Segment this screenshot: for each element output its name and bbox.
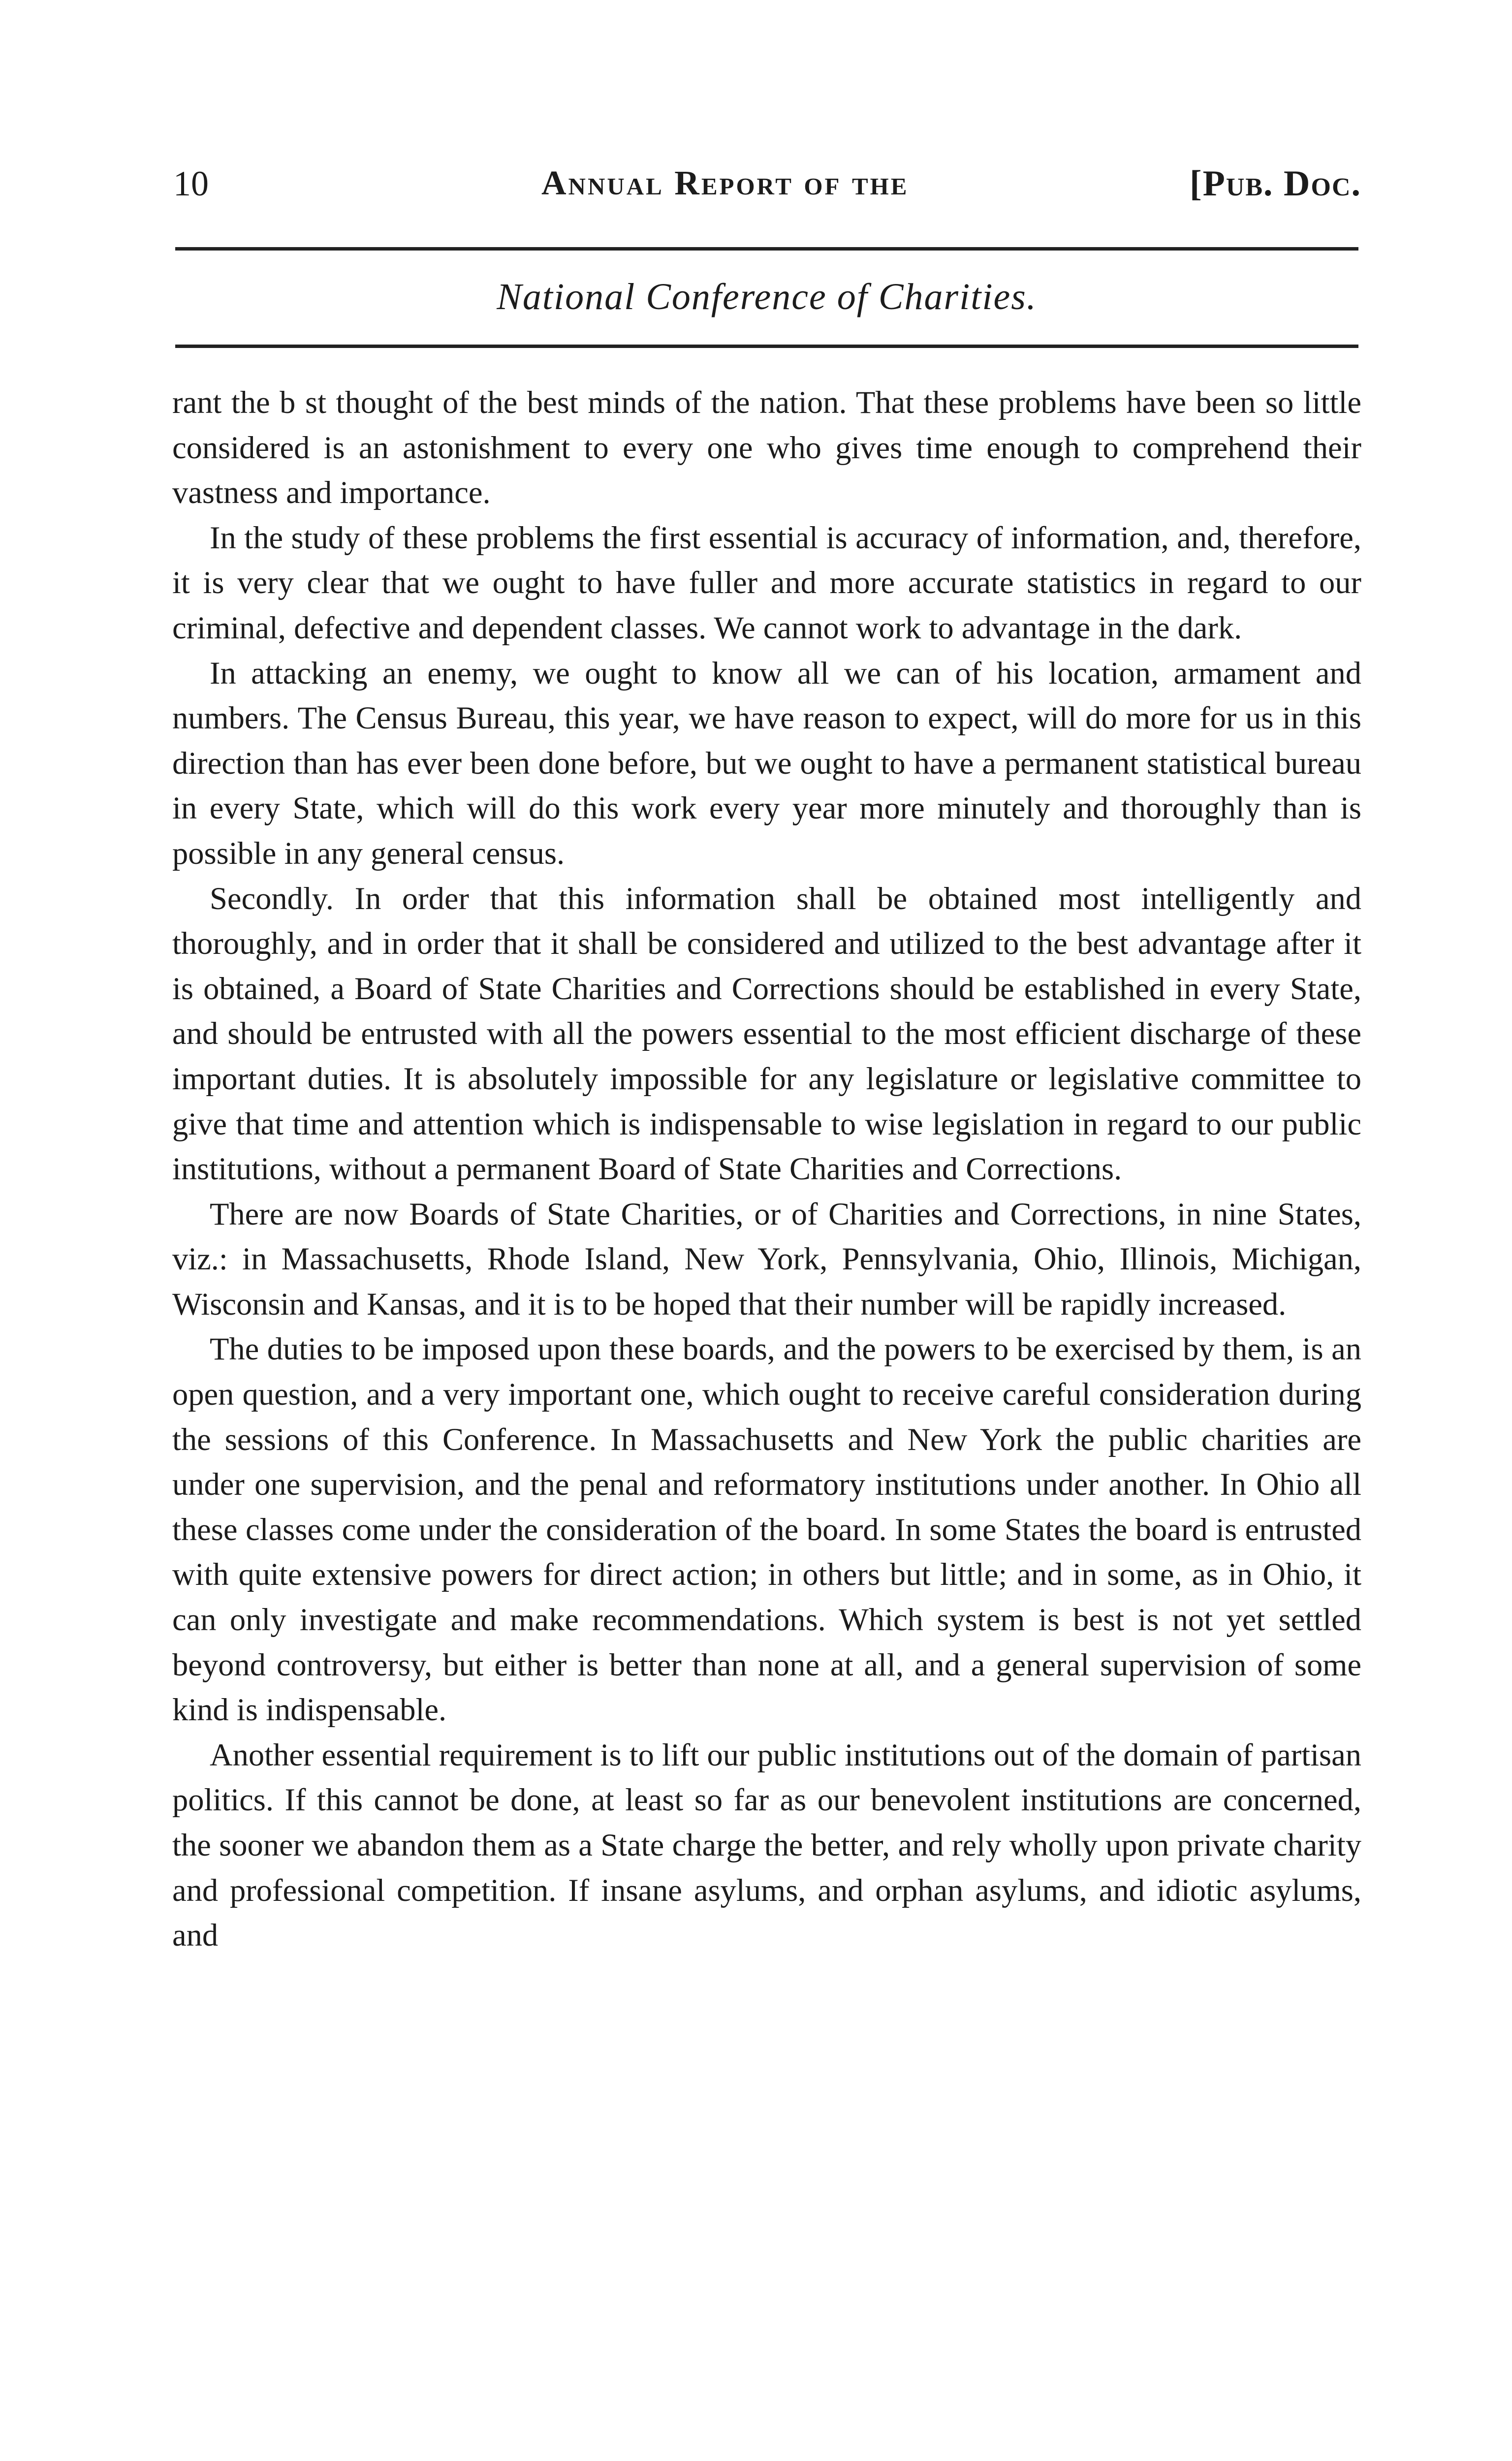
header-rule-bottom <box>175 345 1358 348</box>
paragraph: Secondly. In order that this information shall be obtained most intelligently and thoroughly, and in order that it shall be considered and utilized to the best advantage after it is obtained, a Board of State Charities and Corrections should be established in every State, and should be entrusted with all the powers essential to the most efficient discharge of these important duties. It is absolutely impossible for any legislature or legislative committee to give that time and attention which is indispensable to wise legislation in regard to our public institutions, without a permanent Board of State Charities and Corrections. <box>172 881 1361 1187</box>
body-text <box>172 380 1361 1958</box>
paragraph: In attacking an enemy, we ought to know all we can of his location, armament and numbers. The Census Bureau, this year, we have reason to expect, will do more for us in this direction than has ever been done before, but we ought to have a permanent statistical bureau in every State, which will do this work every year more minutely and thoroughly than is possible in any general census. <box>172 655 1361 871</box>
document-reference: [Pub. Doc. <box>1189 163 1361 204</box>
running-title: Annual Report of the <box>541 164 909 202</box>
header-rule-top <box>175 247 1358 251</box>
paragraph: In the study of these problems the first essential is accuracy of information, and, therefore, it is very clear that we ought to have fuller and more accurate statistics in regard to our criminal, defective and dependent classes. We cannot work to advantage in the dark. <box>172 520 1361 645</box>
page-number: 10 <box>173 164 209 203</box>
paragraph: Another essential requirement is to lift our public institutions out of the domain of partisan politics. If this cannot be done, at least so far as our benevolent institutions are concerned, the sooner we abandon them as a State charge the better, and rely wholly upon private charity and professional competition. If insane asylums, and orphan asylums, and idiotic asylums, and <box>172 1737 1361 1953</box>
paragraph: rant the b st thought of the best minds of the nation. That these problems have been so little considered is an astonishment to every one who gives time enough to comprehend their vastness and importance. <box>172 385 1361 510</box>
paragraph: The duties to be imposed upon these boards, and the powers to be exercised by them, is an open question, and a very important one, which ought to receive careful consideration during the sessions of this Conference. In Massachusetts and New York the public charities are under one supervision, and the penal and reformatory institutions under another. In Ohio all these classes come under the consideration of the board. In some States the board is entrusted with quite extensive powers for direct action; in others but little; and in some, as in Ohio, it can only investigate and make recommendations. Which system is best is not yet settled beyond controversy, but either is better than none at all, and a general supervision of some kind is indispensable. <box>172 1331 1361 1728</box>
page-header <box>173 157 1361 211</box>
section-title: National Conference of Charities. <box>497 276 1037 317</box>
paragraph: There are now Boards of State Charities, or of Charities and Corrections, in nine States, viz.: in Massachusetts, Rhode Island, New York, Pennsylvania, Ohio, Illinois, Michigan, Wisconsin and Kansas, and it is to be hoped that their number will be rapidly increased. <box>172 1196 1361 1322</box>
